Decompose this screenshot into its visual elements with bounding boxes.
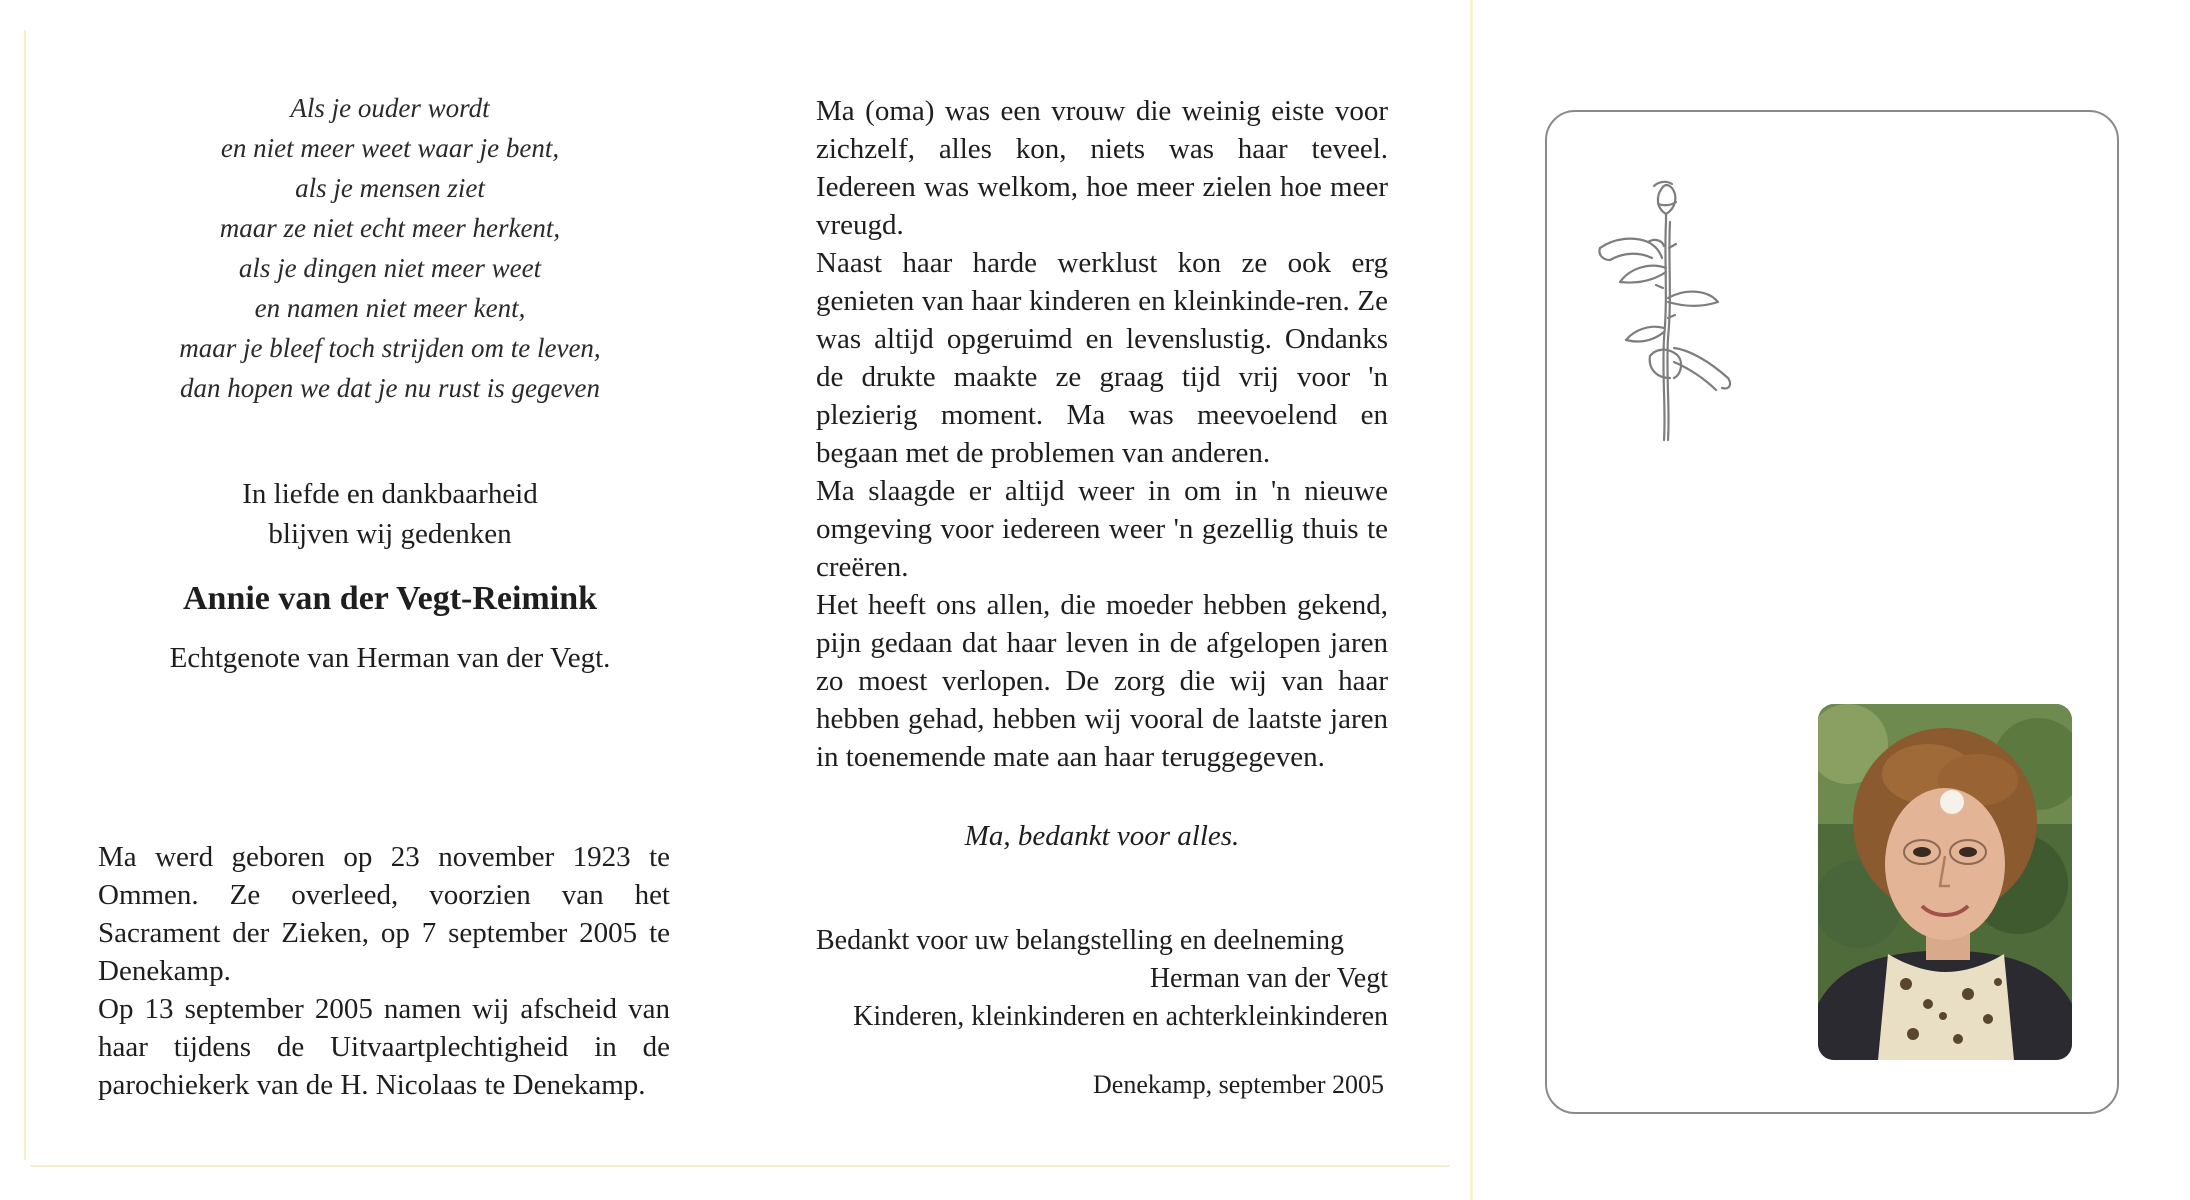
closing-family: Kinderen, kleinkinderen en achterkleinkinderen <box>853 1001 1388 1032</box>
poem <box>110 88 670 408</box>
dedication-line: In liefde en dankbaarheid <box>242 478 538 510</box>
biography <box>98 838 670 1104</box>
poem-line: Als je ouder wordt <box>290 93 490 123</box>
dedication-line: blijven wij gedenken <box>268 518 512 550</box>
bio-paragraph: Ma werd geboren op 23 november 1923 te Ommen. Ze overleed, voorzien van het Sacrament der Zieken, op 7 september 2005 te Denekamp. <box>98 841 670 987</box>
poem-line: als je mensen ziet <box>295 173 485 203</box>
scan-edge-bottom <box>30 1165 1450 1167</box>
spouse-line: Echtgenote van Herman van der Vegt. <box>169 642 611 674</box>
portrait-photo <box>1818 704 2072 1060</box>
poem-line: en niet meer weet waar je bent, <box>220 133 560 163</box>
tribute-paragraph: Het heeft ons allen, die moeder hebben gekend, pijn gedaan dat haar leven in de afgelopen jaren zo moest verlopen. De zorg die wij van haar hebben gehad, hebben wij vooral de laatste jaren in toenemende mate aan haar teruggegeven. <box>816 589 1388 773</box>
bio-paragraph: Op 13 september 2005 namen wij afscheid van haar tijdens de Uitvaartplechtigheid in de parochiekerk van de H. Nicolaas te Denekamp. <box>98 993 670 1101</box>
tribute-text <box>816 92 1388 776</box>
scan-edge-right <box>1470 0 1473 1200</box>
poem-line: en namen niet meer kent, <box>254 293 526 323</box>
poem-line: maar je bleef toch strijden om te leven, <box>179 333 601 363</box>
tribute-paragraph: Naast haar harde werklust kon ze ook erg genieten van haar kinderen en kleinkinde-ren. Ze was altijd opgeruimd en levenslustig. Ondanks de drukte maakte ze graag tijd vrij voor 'n plezierig moment. Ma was meevoelend en begaan met de problemen van anderen. <box>816 247 1388 469</box>
tribute-paragraph: Ma (oma) was een vrouw die weinig eiste voor zichzelf, alles kon, niets was haar teveel. Iedereen was welkom, hoe meer zielen hoe meer vreugd. <box>816 95 1388 241</box>
closing-thanks: Bedankt voor uw belangstelling en deelneming <box>816 925 1344 956</box>
thanks-line: Ma, bedankt voor alles. <box>964 820 1240 852</box>
closing-signature: Herman van der Vegt <box>1149 963 1388 994</box>
poem-line: als je dingen niet meer weet <box>238 253 542 283</box>
tribute-paragraph: Ma slaagde er altijd weer in om in 'n nieuwe omgeving voor iedereen weer 'n gezellig thuis te creëren. <box>816 475 1388 583</box>
poem-line: dan hopen we dat je nu rust is gegeven <box>180 373 600 403</box>
scan-edge-left <box>24 30 26 1160</box>
rose-held-in-hand-icon <box>1590 178 1750 448</box>
place-date: Denekamp, september 2005 <box>1093 1070 1384 1099</box>
deceased-name: Annie van der Vegt-Reimink <box>182 580 598 617</box>
dedication <box>110 474 670 554</box>
poem-line: maar ze niet echt meer herkent, <box>219 213 561 243</box>
closing-block <box>816 922 1388 1036</box>
